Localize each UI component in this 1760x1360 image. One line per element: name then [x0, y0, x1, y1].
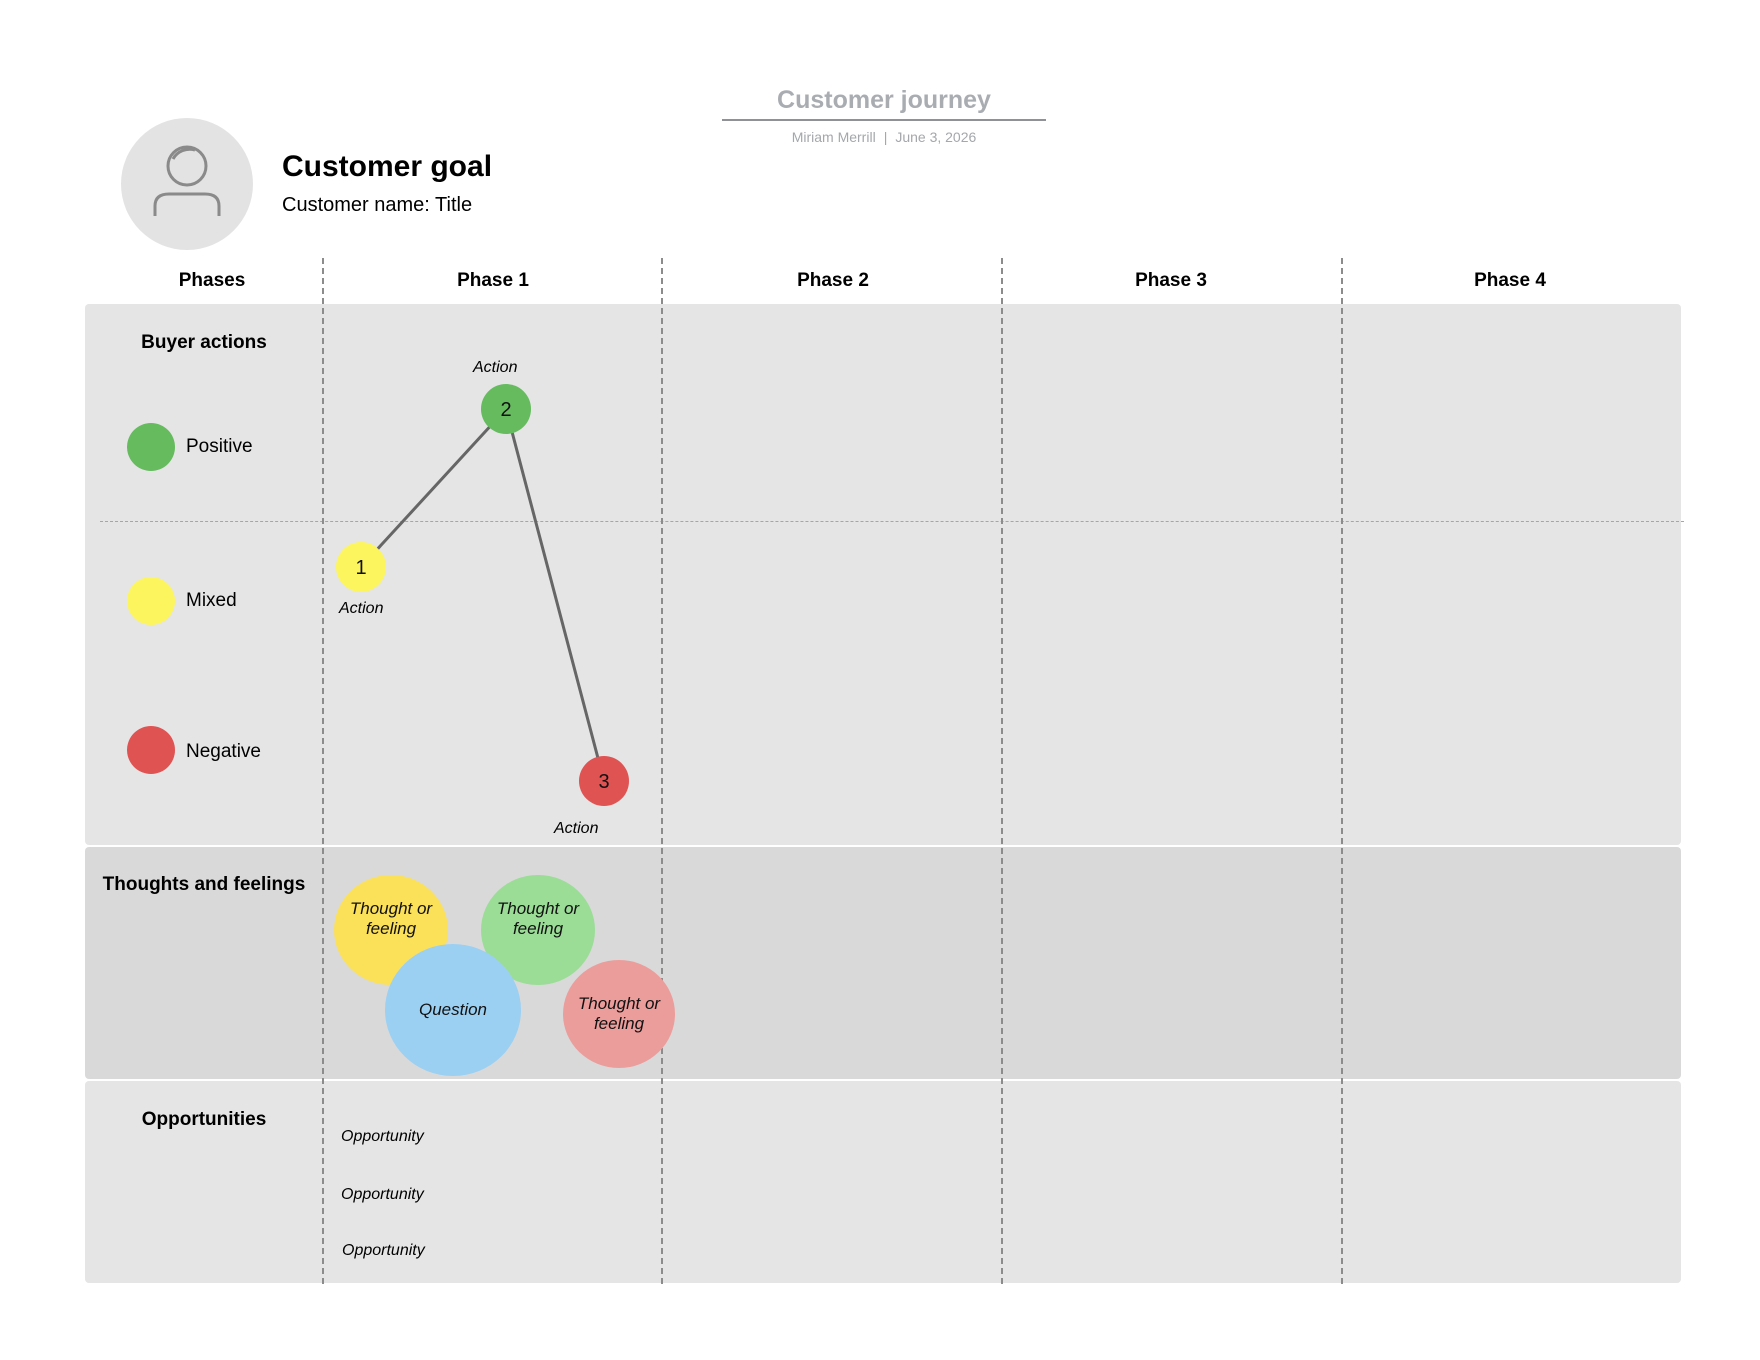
action-node-3[interactable] [579, 756, 629, 806]
action-node-2-number: 2 [500, 399, 512, 421]
thoughts-label: Thoughts and feelings [102, 874, 306, 895]
action-node-1[interactable] [336, 542, 386, 592]
document-title[interactable]: Customer journey [722, 86, 1046, 121]
opportunity-item-2[interactable]: Opportunity [341, 1186, 424, 1203]
action-node-3-number: 3 [598, 771, 610, 793]
legend-negative-label: Negative [186, 741, 261, 762]
phases-row-header: Phases [178, 270, 246, 291]
action-connector-line [361, 409, 604, 781]
buyer-actions-label: Buyer actions [141, 332, 267, 353]
customer-goal[interactable]: Customer goal [282, 150, 493, 183]
thought-bubble-text: Thought or feeling [349, 898, 433, 938]
thought-bubble-text: Thought or feeling [577, 993, 661, 1033]
customer-name-title[interactable]: Customer name: Title [282, 194, 473, 216]
action-2-label[interactable]: Action [473, 359, 518, 376]
question-bubble[interactable] [385, 944, 521, 1076]
phase-header-4[interactable]: Phase 4 [1474, 270, 1546, 291]
phase-header-2[interactable]: Phase 2 [797, 270, 869, 291]
legend-positive-label: Positive [186, 436, 253, 457]
opportunity-item-1[interactable]: Opportunity [341, 1128, 424, 1145]
thought-bubble-text: Thought or feeling [496, 898, 580, 938]
phase-header-1[interactable]: Phase 1 [457, 270, 529, 291]
legend-mixed-label: Mixed [186, 590, 237, 611]
opportunity-item-3[interactable]: Opportunity [342, 1242, 425, 1259]
thought-bubble-red[interactable] [563, 960, 675, 1068]
action-1-label[interactable]: Action [339, 600, 384, 617]
meta-separator: | [883, 129, 888, 145]
question-bubble-text: Question [418, 999, 488, 1019]
action-node-2[interactable] [481, 384, 531, 434]
author-name: Miriam Merrill [791, 129, 876, 145]
opportunities-label: Opportunities [141, 1109, 267, 1130]
document-date: June 3, 2026 [895, 129, 977, 145]
action-node-1-number: 1 [355, 557, 367, 579]
action-3-label[interactable]: Action [554, 820, 599, 837]
phase-header-3[interactable]: Phase 3 [1135, 270, 1207, 291]
